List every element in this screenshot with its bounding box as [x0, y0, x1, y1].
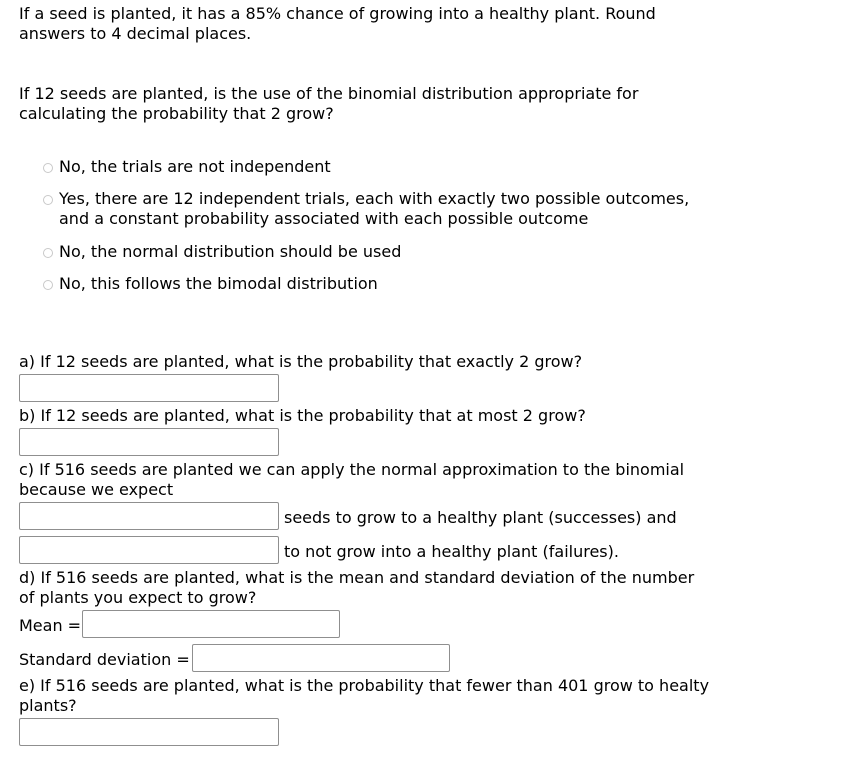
option-bimodal[interactable] [43, 274, 378, 294]
intro-line-2: answers to 4 decimal places. [19, 24, 252, 43]
part-d-line-1: d) If 516 seeds are planted, what is the mean and standard deviation of the number [19, 568, 695, 587]
sd-label: Standard deviation = [19, 650, 190, 669]
part-e-answer-input[interactable] [19, 718, 279, 746]
question-line-1: If 12 seeds are planted, is the use of the binomial distribution appropriate for [19, 84, 639, 103]
part-c-successes-text: seeds to grow to a healthy plant (successes) and [284, 508, 677, 527]
part-a-question: a) If 12 seeds are planted, what is the probability that exactly 2 grow? [19, 352, 583, 371]
radio-button[interactable] [43, 195, 53, 205]
option-label-line-2: and a constant probability associated with each possible outcome [59, 209, 589, 228]
part-c-successes-input[interactable] [19, 502, 279, 530]
radio-button[interactable] [43, 280, 53, 290]
option-label-line-1: Yes, there are 12 independent trials, each with exactly two possible outcomes, [59, 189, 690, 208]
mean-label: Mean = [19, 616, 82, 635]
part-c-failures-text: to not grow into a healthy plant (failures). [284, 542, 619, 561]
radio-button[interactable] [43, 163, 53, 173]
option-not-independent[interactable] [43, 157, 331, 177]
part-c-line-2: because we expect [19, 480, 174, 499]
mean-input[interactable] [82, 610, 340, 638]
part-b-question: b) If 12 seeds are planted, what is the probability that at most 2 grow? [19, 406, 586, 425]
intro-line-1: If a seed is planted, it has a 85% chance of growing into a healthy plant. Round [19, 4, 656, 23]
sd-input[interactable] [192, 644, 450, 672]
option-yes-binomial[interactable] [43, 189, 689, 229]
part-b-answer-input[interactable] [19, 428, 279, 456]
option-normal-distribution[interactable] [43, 242, 401, 262]
option-label: No, the trials are not independent [59, 157, 331, 176]
option-label: No, this follows the bimodal distribution [59, 274, 378, 293]
question-line-2: calculating the probability that 2 grow? [19, 104, 334, 123]
part-a-answer-input[interactable] [19, 374, 279, 402]
part-c-failures-input[interactable] [19, 536, 279, 564]
option-label: No, the normal distribution should be used [59, 242, 402, 261]
part-e-line-1: e) If 516 seeds are planted, what is the probability that fewer than 401 grow to healty [19, 676, 710, 695]
part-d-line-2: of plants you expect to grow? [19, 588, 257, 607]
radio-button[interactable] [43, 248, 53, 258]
part-c-line-1: c) If 516 seeds are planted we can apply the normal approximation to the binomial [19, 460, 685, 479]
part-e-line-2: plants? [19, 696, 77, 715]
